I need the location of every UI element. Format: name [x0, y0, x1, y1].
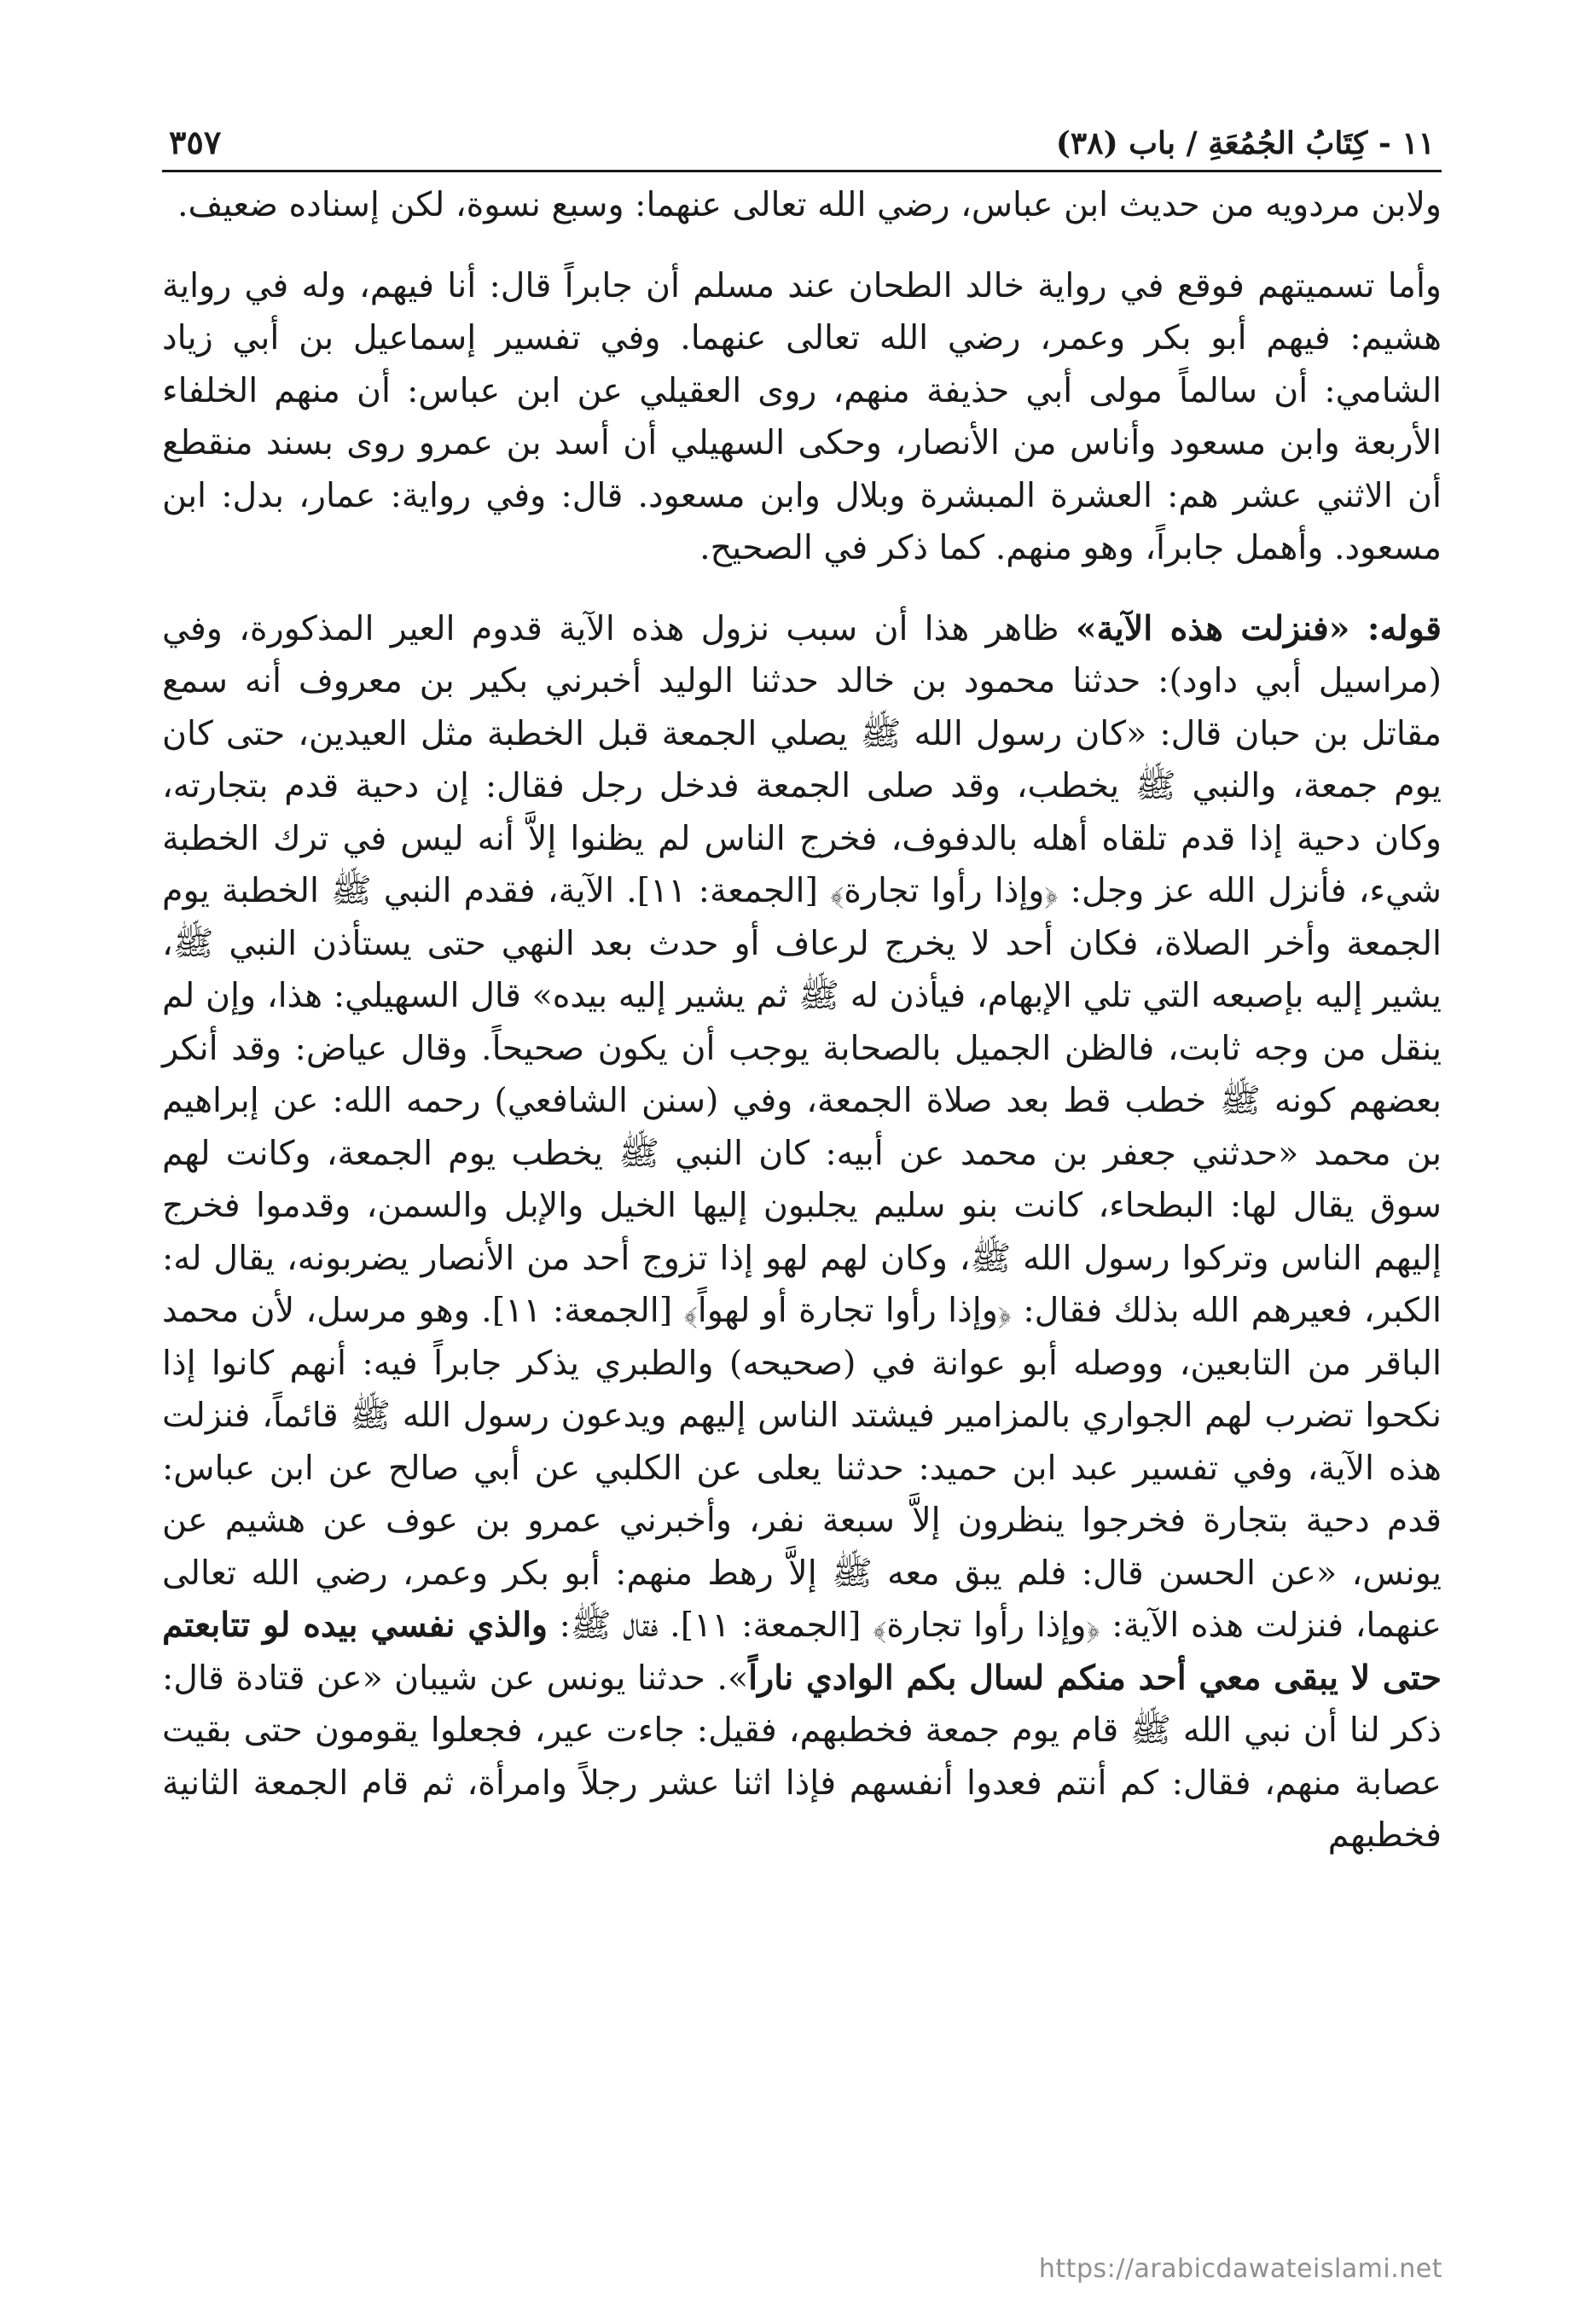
body-text: ». حدثنا يونس عن شيبان «عن قتادة قال: ذكر لنا أن نبي الله ﷺ قام يوم جمعة فخطبهم، فقيل: جاءت عير، فجعلوا يقومون حتى بقيت عصابة منهم، فقال: كم أنتم فعدوا أنفسهم فإذا اثنا عشر رجلاً وامرأة، ثم قام الجمعة الثانية فخطبهم: [162, 1658, 1442, 1855]
source-watermark: https://arabicdawateislami.net: [1038, 2254, 1442, 2284]
paragraph: [162, 603, 1442, 1862]
running-header: [162, 102, 1442, 172]
paragraph: [162, 179, 1442, 232]
body-text: وأما تسميتهم فوقع في رواية خالد الطحان عند مسلم أن جابراً قال: أنا فيهم، وله في رواية هشيم: فيهم أبو بكر وعمر، رضي الله تعالى عنهما. وفي تفسير إسماعيل بن أبي زياد الشامي: أن سالماً مولى أبي حذيفة منهم، روى العقيلي عن ابن عباس: أن منهم الخلفاء الأربعة وابن مسعود وأناس من الأنصار، وحكى السهيلي أن أسد بن عمرو روى بسند منقطع أن الاثني عشر هم: العشرة المبشرة وبلال وابن مسعود. قال: وفي رواية: عمار، بدل: ابن مسعود. وأهمل جابراً، وهو منهم. كما ذكر في الصحيح.: [162, 265, 1442, 567]
bold-text: والذي نفسي بيده لو تتابعتم حتى لا يبقى معي أحد منكم لسال بكم الوادي ناراً: [162, 1606, 1442, 1698]
page-number: ٣٥٧: [169, 123, 222, 161]
bold-text: قوله: «فنزلت هذه الآية»: [1075, 608, 1442, 648]
body-text: ظاهر هذا أن سبب نزول هذه الآية قدوم العير المذكورة، وفي (مراسيل أبي داود): حدثنا محمود بن خالد حدثنا الوليد أخبرني بكير بن معروف أنه سمع مقاتل بن حبان قال: «كان رسول الله ﷺ يصلي الجمعة قبل الخطبة مثل العيدين، حتى كان يوم جمعة، والنبي ﷺ يخطب، وقد صلى الجمعة فدخل رجل فقال: إن دحية قدم بتجارته، وكان دحية إذا قدم تلقاه أهله بالدفوف، فخرج الناس لم يظنوا إلاَّ أنه ليس في ترك الخطبة شيء، فأنزل الله عز وجل: ﴿وإذا رأوا تجارة﴾ [الجمعة: ١١]. الآية، فقدم النبي ﷺ الخطبة يوم الجمعة وأخر الصلاة، فكان أحد لا يخرج لرعاف أو حدث بعد النهي حتى يستأذن النبي ﷺ، يشير إليه بإصبعه التي تلي الإبهام، فيأذن له ﷺ ثم يشير إليه بيده» قال السهيلي: هذا، وإن لم ينقل من وجه ثابت، فالظن الجميل بالصحابة يوجب أن يكون صحيحاً. وقال عياض: وقد أنكر بعضهم كونه ﷺ خطب قط بعد صلاة الجمعة، وفي (سنن الشافعي) رحمه الله: عن إبراهيم بن محمد «حدثني جعفر بن محمد عن أبيه: كان النبي ﷺ يخطب يوم الجمعة، وكانت لهم سوق يقال لها: البطحاء، كانت بنو سليم يجلبون إليها الخيل والإبل والسمن، وقدموا فخرج إليهم الناس وتركوا رسول الله ﷺ، وكان لهم لهو إذا تزوج أحد من الأنصار يضربونه، يقال له: الكبر، فعيرهم الله بذلك فقال: ﴿وإذا رأوا تجارة أو لهواً﴾ [الجمعة: ١١]. وهو مرسل، لأن محمد الباقر من التابعين، ووصله أبو عوانة في (صحيحه) والطبري يذكر جابراً فيه: أنهم كانوا إذا نكحوا تضرب لهم الجواري بالمزامير فيشتد الناس إليهم ويدعون رسول الله ﷺ قائماً، فنزلت هذه الآية، وفي تفسير عبد ابن حميد: حدثنا يعلى عن الكلبي عن أبي صالح عن ابن عباس: قدم دحية بتجارة فخرجوا ينظرون إلاَّ سبعة نفر، وأخبرني عمرو بن عوف عن هشيم عن يونس، «عن الحسن قال: فلم يبق معه ﷺ إلاَّ رهط منهم: أبو بكر وعمر، رضي الله تعالى عنهما، فنزلت هذه الآية: ﴿وإذا رأوا تجارة﴾ [الجمعة: ١١]. فقال ﷺ:: [162, 608, 1442, 1645]
chapter-title: ١١ - كِتَابُ الجُمُعَةِ / باب (٣٨): [1055, 125, 1435, 161]
page-body: [162, 179, 1442, 1862]
book-page: [162, 102, 1442, 2269]
body-text: ولابن مردويه من حديث ابن عباس، رضي الله تعالى عنهما: وسبع نسوة، لكن إسناده ضعيف.: [177, 185, 1442, 224]
paragraph: [162, 260, 1442, 575]
